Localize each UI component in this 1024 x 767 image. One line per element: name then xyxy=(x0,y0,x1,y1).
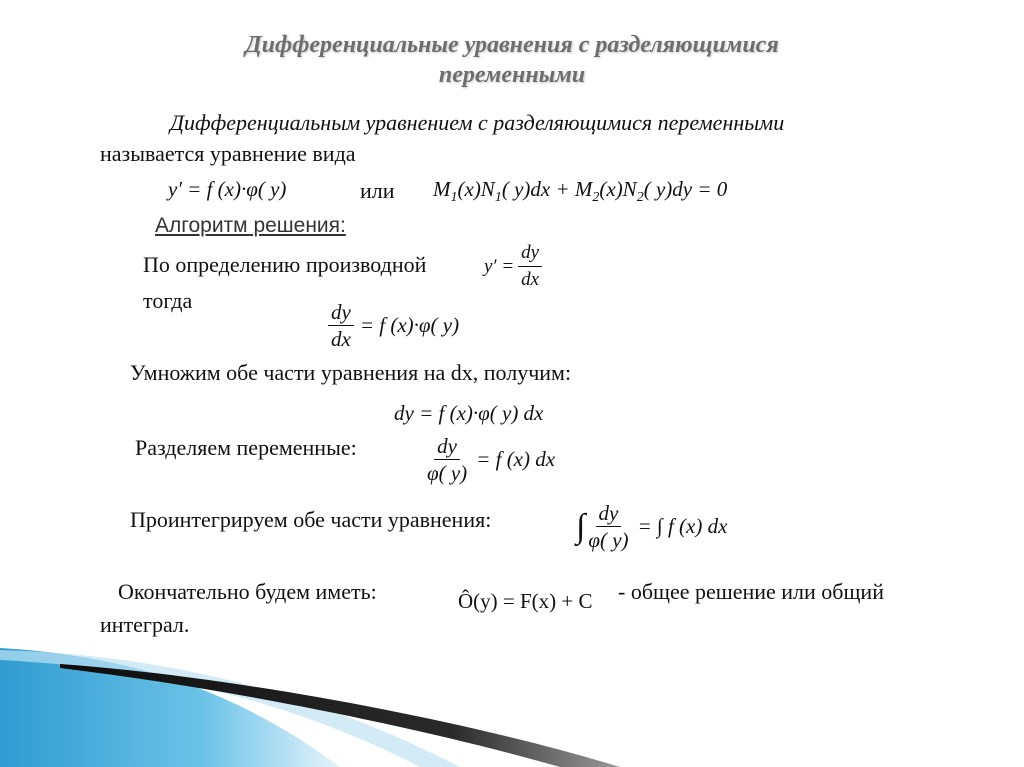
equation-form-1: y′ = f (x)·φ( y) xyxy=(168,177,287,201)
eq2-part-a: M xyxy=(433,177,451,201)
intro-line-1: Дифференциальным уравнением с разделяющимися переменными xyxy=(170,110,785,135)
step4-fraction xyxy=(424,433,470,486)
title-line-2: переменными xyxy=(438,62,586,88)
step4-formula xyxy=(424,433,555,486)
eq2-sub-1b: 1 xyxy=(494,190,502,206)
eq2-sub-1: 1 xyxy=(450,190,458,206)
step5-rhs: = ∫ f (x) dx xyxy=(637,514,728,538)
step1-denominator: dx xyxy=(521,269,540,290)
final-formula: Ô(y) = F(x) + C xyxy=(458,589,593,613)
intro-line-2: называется уравнение вида xyxy=(100,141,356,166)
or-label: или xyxy=(360,178,395,203)
final-rest-line-1: - общее решение или общий xyxy=(618,579,884,604)
step4-denominator: φ( y) xyxy=(427,461,468,485)
step3-formula: dy = f (x)·φ( y) dx xyxy=(394,401,544,425)
algorithm-heading: Алгоритм решения: xyxy=(155,214,346,237)
step1-lhs: y′ = xyxy=(484,255,515,277)
final-rest-line-2: интеграл. xyxy=(100,612,190,637)
step4-text: Разделяем переменные: xyxy=(135,435,357,460)
step5-text: Проинтегрируем обе части уравнения: xyxy=(130,507,492,532)
equation-form-2 xyxy=(433,177,727,206)
step1-text: По определению производной xyxy=(143,252,427,277)
integral-sign: ∫ xyxy=(576,507,586,545)
eq2-part-c: ( y)dx + M xyxy=(501,177,593,201)
step1-fraction xyxy=(518,240,542,293)
step2-fraction xyxy=(328,299,354,352)
step2-text: тогда xyxy=(143,288,193,313)
step1-numerator: dy xyxy=(518,240,542,267)
step5-formula xyxy=(576,500,727,553)
step2-rhs: = f (x)·φ( y) xyxy=(359,313,460,337)
eq2-sub-2b: 2 xyxy=(636,190,644,206)
step3-text: Умножим обе части уравнения на dx, получим: xyxy=(130,360,572,385)
title-line-1: Дифференциальные уравнения с разделяющимися xyxy=(245,32,779,58)
eq2-sub-2: 2 xyxy=(592,190,600,206)
step2-formula xyxy=(328,299,459,352)
eq2-part-d: (x)N xyxy=(599,177,637,201)
final-text: Окончательно будем иметь: xyxy=(118,579,377,604)
step5-denominator: φ( y) xyxy=(588,528,629,552)
eq2-part-b: (x)N xyxy=(457,177,495,201)
step2-numerator: dy xyxy=(328,299,354,326)
step1-formula xyxy=(484,240,542,293)
step4-numerator: dy xyxy=(434,433,460,460)
step2-denominator: dx xyxy=(331,327,351,351)
slide-title xyxy=(0,30,1024,90)
step5-fraction xyxy=(585,500,631,553)
eq2-part-e: ( y)dy = 0 xyxy=(643,177,728,201)
step4-rhs: = f (x) dx xyxy=(476,447,556,471)
step5-numerator: dy xyxy=(596,500,622,527)
